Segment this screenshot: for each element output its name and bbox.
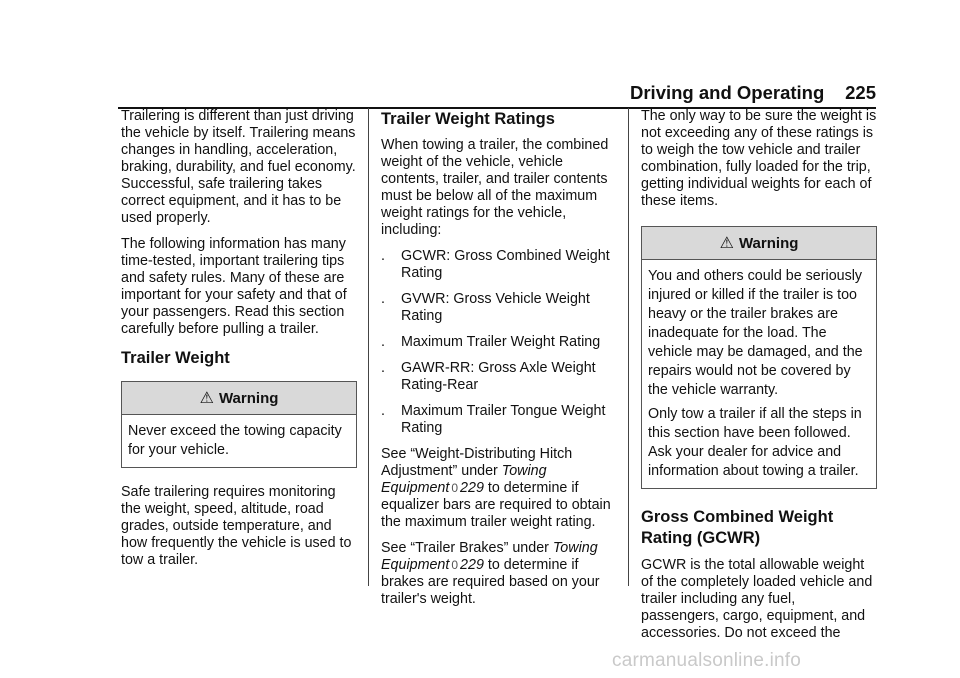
warning-triangle-icon: ⚠ [199, 389, 214, 407]
paragraph-weight-ratings: When towing a trailer, the combined weight of the vehicle, vehicle contents, trailer, and trailer contents must be below all of the maximum weight ratings for the vehicle, including: [381, 137, 609, 238]
bullet-text: GAWR-RR: Gross Axle Weight Rating-Rear [401, 360, 596, 393]
column-divider-2 [628, 108, 629, 586]
page-header [630, 82, 876, 104]
bullet-item [381, 291, 617, 325]
page-number: 225 [845, 82, 876, 103]
xref-arrow-icon: 0 [451, 558, 459, 572]
xref-page-number[interactable]: 229 [460, 480, 484, 496]
warning-box-1 [121, 381, 357, 468]
warning-box-2 [641, 226, 877, 489]
bullet-item [381, 360, 617, 394]
column-divider-1 [368, 108, 369, 586]
warning-body [642, 260, 876, 488]
xref-page-number[interactable]: 229 [460, 557, 484, 573]
paragraph-gcwr: GCWR is the total allowable weight of the completely loaded vehicle and trailer including any fuel, passengers, cargo, equipment, and accessories. Do not exceed the [641, 557, 873, 641]
column-3 [641, 108, 877, 651]
watermark-text: carmanualsonline.info [612, 650, 802, 671]
heading-gcwr: Gross Combined Weight Rating (GCWR) [641, 508, 834, 547]
warning-text: Never exceed the towing capacity for your vehicle. [128, 423, 342, 458]
bullet-text: GCWR: Gross Combined Weight Rating [401, 248, 610, 281]
xref-arrow-icon: 0 [451, 481, 459, 495]
bullet-item [381, 403, 617, 437]
warning-title: Warning [218, 389, 279, 407]
warning-triangle-icon: ⚠ [719, 234, 734, 252]
bullet-text: Maximum Trailer Tongue Weight Rating [401, 403, 606, 436]
warning-body [122, 415, 356, 467]
paragraph-brakes-xref [381, 540, 617, 608]
column-1 [121, 108, 357, 578]
xref-text: See “Trailer Brakes” under [381, 540, 553, 556]
xref-link-towing-equipment[interactable]: Towing Equipment [381, 540, 598, 573]
paragraph-weigh-vehicle: The only way to be sure the weight is not exceeding any of these ratings is to weigh the tow vehicle and trailer combination, fully loaded for the trip, getting individual weights for each of these items. [641, 108, 877, 209]
warning-header [642, 227, 876, 260]
bullet-marker: . [381, 248, 385, 264]
heading-trailer-weight-ratings: Trailer Weight Ratings [381, 110, 555, 128]
bullet-item [381, 334, 617, 351]
warning-text-1: You and others could be seriously injured or killed if the trailer is too heavy or the trailer brakes are inadequate for the load. The vehicle may be damaged, and the repairs would not be covered by the vehicle warranty. [648, 268, 863, 398]
paragraph-hitch-xref [381, 446, 617, 531]
bullet-text: GVWR: Gross Vehicle Weight Rating [401, 291, 590, 324]
xref-link-towing-equipment[interactable]: Towing Equipment [381, 463, 547, 496]
xref-text: to determine if equalizer bars are required to obtain the maximum trailer weight rating. [381, 480, 611, 530]
bullet-marker: . [381, 360, 385, 376]
column-2 [381, 108, 617, 617]
bullet-text: Maximum Trailer Weight Rating [401, 334, 601, 350]
bullet-item [381, 248, 617, 282]
xref-text: See “Weight-Distributing Hitch Adjustment” under [381, 446, 573, 479]
warning-title: Warning [738, 234, 799, 252]
heading-trailer-weight: Trailer Weight [121, 349, 230, 367]
bullet-marker: . [381, 334, 385, 350]
bullet-marker: . [381, 291, 385, 307]
bullet-marker: . [381, 403, 385, 419]
paragraph-safe-trailering: Safe trailering requires monitoring the weight, speed, altitude, road grades, outside temperature, and how frequently the vehicle is used to tow a trailer. [121, 484, 352, 568]
warning-text-2: Only tow a trailer if all the steps in this section have been followed. Ask your dealer for advice and information about towing a trailer. [648, 406, 862, 479]
intro-paragraph-2: The following information has many time-tested, important trailering tips and safety rules. Many of these are important for your safety and that of your passengers. Read this section carefully before pulling a trailer. [121, 236, 347, 337]
warning-header [122, 382, 356, 415]
xref-text: to determine if brakes are required based on your trailer's weight. [381, 557, 600, 607]
intro-paragraph-1: Trailering is different than just driving the vehicle by itself. Trailering means changes in handling, acceleration, braking, durability, and fuel economy. Successful, safe trailering takes correct equipment, and it has to be used properly. [121, 108, 356, 226]
section-title: Driving and Operating [630, 82, 825, 103]
